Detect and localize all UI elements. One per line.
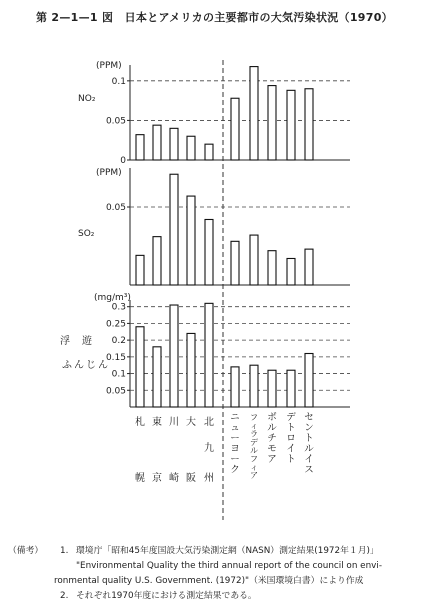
dust-bar-japan-1: [136, 327, 144, 407]
no2-bar-us-4: [287, 90, 295, 160]
dust-bar-us-2: [250, 365, 258, 407]
city-label-us-5: セントルイス: [304, 412, 314, 476]
dust-bar-japan-3: [170, 305, 178, 407]
no2-pollutant-label: NO₂: [78, 94, 96, 104]
dust-tick-label: 0.15: [105, 352, 126, 363]
no2-bar-japan-3: [170, 128, 178, 160]
no2-bar-japan-1: [136, 135, 144, 160]
so2-bar-japan-5: [205, 219, 213, 285]
dust-pollutant-label-line-2: ふんじん: [62, 360, 110, 371]
no2-bar-us-3: [268, 86, 276, 160]
so2-bar-us-5: [305, 249, 313, 285]
city-label-japan-1-top: 札: [135, 417, 145, 428]
city-label-japan-5-top: 九: [204, 443, 214, 454]
city-label-japan-5-top: 北: [204, 417, 214, 428]
so2-bar-japan-3: [170, 174, 178, 285]
dust-bar-us-4: [287, 370, 295, 407]
no2-bar-japan-4: [187, 136, 195, 160]
so2-bar-japan-2: [153, 237, 161, 285]
no2-bar-japan-5: [205, 144, 213, 160]
city-label-japan-4-bottom: 阪: [186, 473, 196, 484]
city-label-japan-1-bottom: 幌: [135, 473, 145, 484]
note-1-line-2: "Environmental Quality the third annual report of the council on envi-: [76, 561, 382, 571]
so2-bar-us-4: [287, 258, 295, 285]
no2-bar-us-1: [231, 98, 239, 160]
dust-bar-japan-2: [153, 347, 161, 407]
city-label-japan-3-bottom: 崎: [169, 473, 179, 484]
notes-block: [8, 544, 444, 604]
city-label-us-4: デトロイト: [286, 412, 296, 465]
dust-bar-us-5: [305, 354, 313, 408]
no2-unit-label: (PPM): [96, 61, 122, 71]
dust-tick-label: 0.25: [105, 319, 126, 330]
no2-tick-label: 0.05: [105, 116, 126, 127]
so2-pollutant-label: SO₂: [78, 229, 95, 239]
dust-bar-us-1: [231, 367, 239, 407]
dust-tick-label: 0.2: [111, 336, 126, 347]
so2-bar-us-3: [268, 251, 276, 285]
city-label-japan-5-bottom: 州: [204, 473, 214, 484]
city-label-japan-2-bottom: 京: [152, 473, 162, 484]
dust-pollutant-label-line-1: 浮遊: [60, 336, 104, 347]
dust-bar-us-3: [268, 370, 276, 407]
no2-bar-us-5: [305, 89, 313, 160]
note-1-line-3: ronmental quality U.S. Government. (1972)"（米国環境白書）により作成: [54, 576, 364, 586]
chart-title: 第 2—1—1 図 日本とアメリカの主要都市の大気汚染状況（1970）: [36, 11, 393, 24]
note-1-number: 1.: [60, 546, 69, 556]
dust-tick-label: 0.3: [111, 302, 126, 313]
dust-bar-japan-5: [205, 303, 213, 407]
no2-bar-japan-2: [153, 125, 161, 160]
city-label-japan-2-top: 東: [152, 417, 162, 428]
so2-tick-label: 0.05: [105, 203, 126, 213]
so2-bar-us-1: [231, 241, 239, 285]
dust-bar-japan-4: [187, 333, 195, 407]
notes-tag: （備考）: [8, 546, 44, 556]
city-label-us-2: フィラデルフィア: [250, 413, 258, 481]
no2-bar-us-2: [250, 67, 258, 160]
city-label-japan-4-top: 大: [186, 417, 196, 428]
so2-bar-us-2: [250, 235, 258, 285]
dust-tick-label: 0.1: [111, 369, 126, 380]
city-label-us-1: ニューヨーク: [230, 412, 240, 476]
note-1-line-1: 環境庁「昭和45年度国設大気汚染測定網（NASN）測定結果(1972年１月)」: [76, 546, 379, 556]
so2-unit-label: (PPM): [96, 168, 122, 178]
no2-tick-label: 0.1: [111, 76, 126, 87]
note-2-number: 2.: [60, 591, 69, 601]
so2-bar-japan-4: [187, 196, 195, 285]
note-2-line-1: それぞれ1970年度における測定結果である。: [76, 591, 257, 601]
no2-tick-label: 0: [120, 156, 126, 166]
dust-unit-label: (mg/m³): [94, 293, 131, 303]
so2-bar-japan-1: [136, 255, 144, 285]
dust-tick-label: 0.05: [105, 386, 126, 397]
city-label-us-3: ボルチモア: [267, 412, 277, 465]
city-label-japan-3-top: 川: [169, 417, 179, 428]
